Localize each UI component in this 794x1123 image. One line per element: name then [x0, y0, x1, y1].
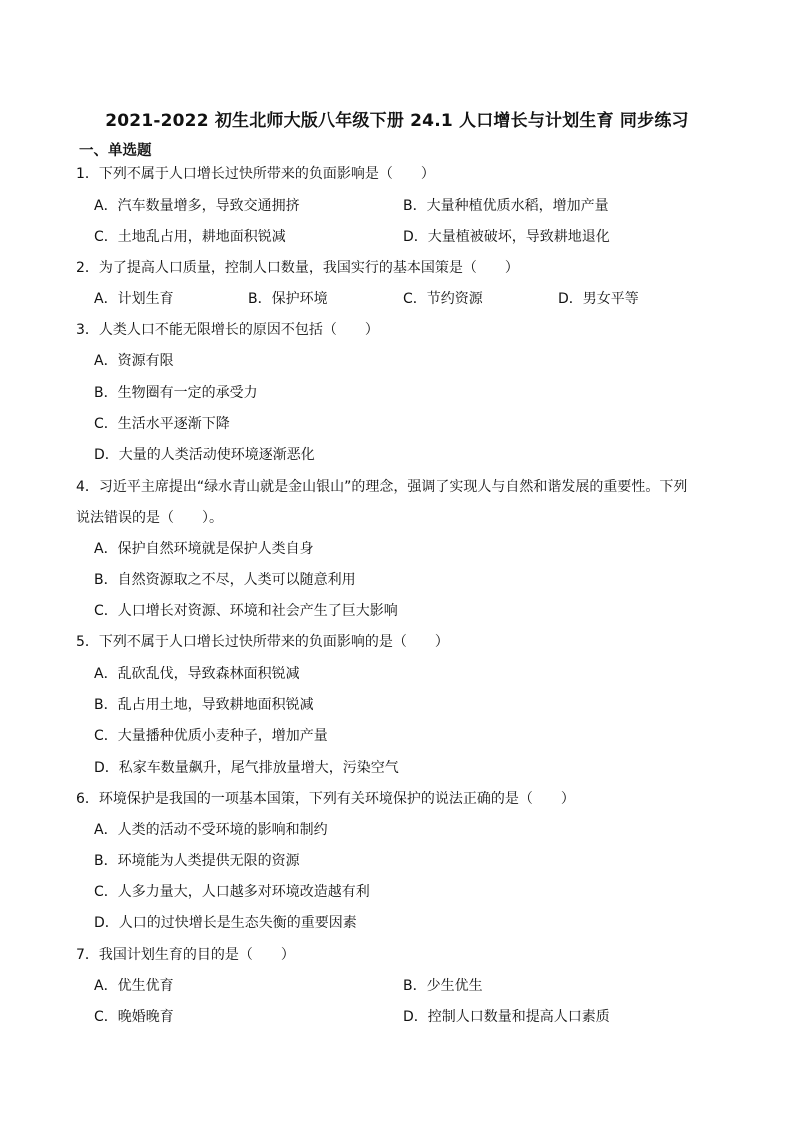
question-6-option-b: B．环境能为人类提供无限的资源	[94, 853, 300, 869]
question-7-option-a: A．优生优育	[94, 978, 174, 994]
question-2-option-d: D．男女平等	[558, 291, 639, 307]
question-2-option-a: A．计划生育	[94, 291, 174, 307]
question-3-option-a: A．资源有限	[94, 353, 174, 369]
question-3-option-b: B．生物圈有一定的承受力	[94, 385, 258, 401]
question-2-option-c: C．节约资源	[403, 291, 483, 307]
question-2-option-b: B．保护环境	[248, 291, 328, 307]
question-7-option-b: B．少生优生	[403, 978, 483, 994]
question-1-stem: 1．下列不属于人口增长过快所带来的负面影响是（ ）	[76, 166, 435, 182]
question-4-option-c: C．人口增长对资源、环境和社会产生了巨大影响	[94, 603, 398, 619]
question-3-option-c: C．生活水平逐渐下降	[94, 416, 230, 432]
question-7-option-d: D．控制人口数量和提高人口素质	[403, 1009, 610, 1025]
question-1-option-d: D．大量植被破坏，导致耕地退化	[403, 229, 610, 245]
question-7-option-c: C．晚婚晚育	[94, 1009, 174, 1025]
question-6-option-d: D．人口的过快增长是生态失衡的重要因素	[94, 915, 357, 931]
question-5-option-b: B．乱占用土地，导致耕地面积锐减	[94, 697, 314, 713]
question-5-option-d: D．私家车数量飙升，尾气排放量增大，污染空气	[94, 760, 399, 776]
question-1-option-a: A．汽车数量增多，导致交通拥挤	[94, 198, 300, 214]
question-5-stem: 5．下列不属于人口增长过快所带来的负面影响的是（ ）	[76, 634, 449, 650]
question-4-stem-line2: 说法错误的是（ ）。	[76, 510, 223, 526]
question-5-option-c: C．大量播种优质小麦种子，增加产量	[94, 728, 328, 744]
question-6-option-a: A．人类的活动不受环境的影响和制约	[94, 822, 328, 838]
question-1-option-b: B．大量种植优质水稻，增加产量	[403, 198, 609, 214]
section-heading: 一、单选题	[79, 143, 152, 159]
question-5-option-a: A．乱砍乱伐，导致森林面积锐减	[94, 666, 300, 682]
question-3-option-d: D．大量的人类活动使环境逐渐恶化	[94, 447, 315, 463]
question-1-option-c: C．土地乱占用，耕地面积锐减	[94, 229, 286, 245]
question-6-stem: 6．环境保护是我国的一项基本国策，下列有关环境保护的说法正确的是（ ）	[76, 791, 575, 807]
question-7-stem: 7．我国计划生育的目的是（ ）	[76, 947, 295, 963]
question-4-stem-line1: 4．习近平主席提出“绿水青山就是金山银山”的理念，强调了实现人与自然和谐发展的重要性。下列	[76, 479, 688, 495]
question-3-stem: 3．人类人口不能无限增长的原因不包括（ ）	[76, 322, 379, 338]
question-4-option-b: B．自然资源取之不尽，人类可以随意利用	[94, 572, 356, 588]
question-4-option-a: A．保护自然环境就是保护人类自身	[94, 541, 314, 557]
page-title: 2021-2022 初生北师大版八年级下册 24.1 人口增长与计划生育 同步练习	[105, 111, 689, 131]
question-2-stem: 2．为了提高人口质量，控制人口数量，我国实行的基本国策是（ ）	[76, 260, 519, 276]
question-6-option-c: C．人多力量大，人口越多对环境改造越有利	[94, 884, 370, 900]
